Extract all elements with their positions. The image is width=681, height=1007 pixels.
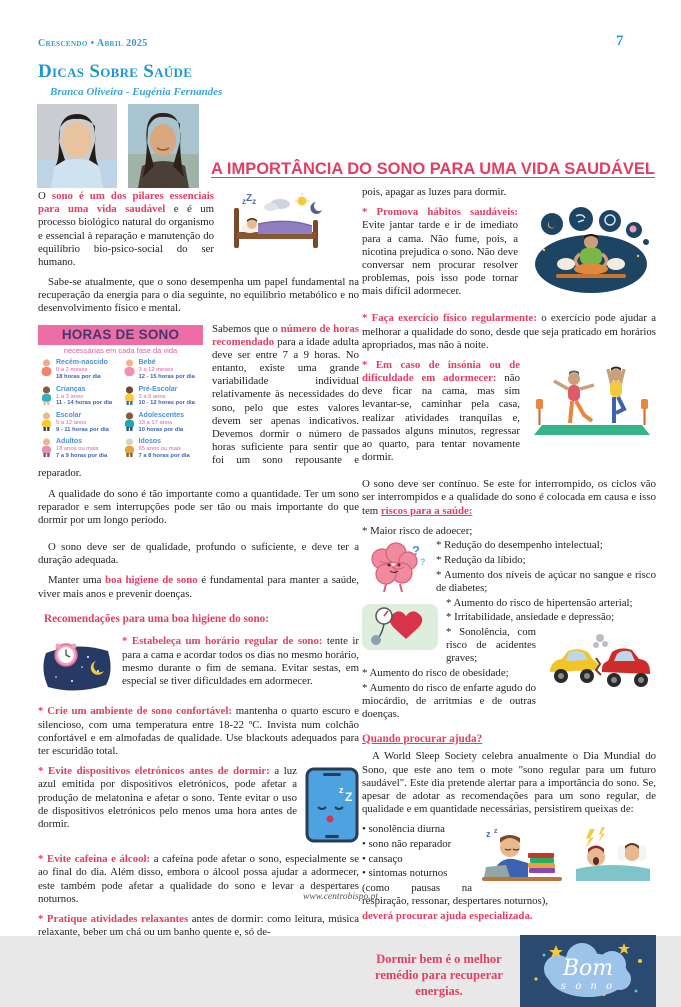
paragraph-continuous-sleep: O sono deve ser contínuo. Se este for interrompido, os ciclos vão ser interrompidos e a qualidade do sono é colocada em causa e isso tem riscos para a saúde: <box>362 478 656 517</box>
snoring-couple-illustration <box>570 825 656 885</box>
risk-item: * Aumento do risco de enfarte agudo do miocárdio, de arritmias e de outras doenças. <box>362 681 536 721</box>
risk-item: * Aumento do risco de hipertensão arterial; <box>446 596 633 609</box>
symptom-item: • sonolência diurna <box>362 823 445 836</box>
issue-header: Crescendo • Abril 2025 <box>38 38 148 49</box>
infographic-title: HORAS DE SONO <box>38 325 203 345</box>
good-sleep-caption-line1: Bom <box>562 955 614 981</box>
tip-habits-label: * Promova hábitos saudáveis: <box>362 206 518 219</box>
svg-text:z: z <box>486 829 491 840</box>
footer-url: www.centrobispo.pt <box>303 892 378 902</box>
tip-insomnia-label: * Em caso de insónia ou de dificuldade em adormecer: <box>362 358 520 385</box>
risk-item: * Irritabilidade, ansiedade e depressão; <box>446 611 615 624</box>
section-title: Dicas Sobre Saúde <box>38 61 193 82</box>
closing-section <box>362 935 656 1007</box>
risk-item: * Maior risco de adoecer; <box>362 524 473 537</box>
tip-habits-text: * Promova hábitos saudáveis: Evite jantar tarde e ir de imediato para a cama. Não fume, pois, a nicotina prejudica o sono. Não deve conversar nem procurar resolver problemas, pois isso pode tornar mais difícil adormecer. <box>362 206 518 298</box>
symptom-item: • cansaço <box>362 852 403 865</box>
risk-item: * Redução do desempenho intelectual; <box>436 539 603 552</box>
page-number: 7 <box>616 33 624 49</box>
tip-relaxing: * Pratique atividades relaxantes antes de dormir: como leitura, música relaxante, beber um chá ou um banho quente e, só de- <box>38 912 359 939</box>
blood-pressure-heart-illustration <box>362 602 438 652</box>
tip-devices-text: * Evite dispositivos eletrónicos antes de dormir: a luz azul emitida por dispositivos eletrónicos, pode afetar a produção de melatonina e afetar o sono. Tente evitar o uso de dispositivos eletrónicos pelo menos uma hora antes de dormir. <box>38 765 297 830</box>
svg-text:Z: Z <box>345 790 353 805</box>
svg-text:?: ? <box>420 557 426 568</box>
good-sleep-caption-line2: s o n o <box>560 980 616 992</box>
tip-environment: * Crie um ambiente de sono confortável: mantenha o quarto escuro e silencioso, com uma temperatura entre 18-22 ºC. Invista num colchão confortável e em almofadas de qualidade. Use blackouts adequados para ter escuridão total. <box>38 705 359 757</box>
tip-caffeine-label: * Evite cafeína e álcool: <box>38 853 151 866</box>
school-icon <box>40 412 53 431</box>
infographic-item: Bebé 3 a 12 meses 12 - 15 horas por dia <box>123 359 202 380</box>
tip-relaxing-label: * Pratique atividades relaxantes <box>38 912 189 925</box>
infographic-item: Adultos 18 anos ou mais 7 a 9 horas por dia <box>40 438 119 459</box>
health-risks-list <box>362 525 656 723</box>
pillow-clock-illustration <box>38 637 114 695</box>
sleeping-bed-illustration <box>228 192 324 252</box>
svg-text:?: ? <box>412 543 420 559</box>
risk-item: * Sonolência, com risco de acidentes graves; <box>446 625 536 665</box>
svg-text:z: z <box>339 785 344 796</box>
tip-devices-label: * Evite dispositivos eletrónicos antes de dormir: <box>38 765 270 778</box>
child-icon <box>40 386 53 405</box>
paragraph-energy: Sabe-se atualmente, que o sono desempenha um papel fundamental na recuperação da energia para o dia seguinte, no equilíbrio metabólico e no desenvolvimento físico e mental. <box>38 276 359 315</box>
tip-insomnia-text: * Em caso de insónia ou de dificuldade em adormecer: não deve ficar na cama, mas sim levantar-se, caminhar pela casa, realizar atividades tranquilas e, passados alguns minutos, regressar ao quarto, para tentar novamente dormir. <box>362 358 520 464</box>
highlight-sleep-hygiene: boa higiene de sono <box>105 574 198 587</box>
sleeping-phone-illustration <box>305 767 359 843</box>
risk-item: * Aumento do risco de obesidade; <box>362 667 509 679</box>
infographic-grid <box>38 359 203 459</box>
paragraph-quality: A qualidade do sono é tão importante como a quantidade. Ter um sono reparador e sem interrupções pode ser tão ou mais importante do que dormir por um longo período. <box>38 487 359 526</box>
help-heading: Quando procurar ajuda? <box>362 732 483 745</box>
svg-text:z: z <box>494 828 498 836</box>
sleepy-student-illustration <box>480 825 564 885</box>
tired-brain-illustration <box>362 541 428 597</box>
symptom-item: • sono não reparador <box>362 837 452 850</box>
stretching-exercise-illustration <box>528 361 656 441</box>
highlight-sleep-pillar: sono é um dos pilares essenciais para uma vida saudável <box>38 190 214 216</box>
adult-icon <box>40 438 53 457</box>
recommendations-heading: Recomendações para uma boa higiene do sono: <box>44 612 269 625</box>
paragraph-hygiene: Manter uma boa higiene de sono é fundamental para manter a saúde, viver mais anos e prevenir doenças. <box>38 574 359 600</box>
help-symptoms <box>362 823 656 923</box>
paragraph-recommended-hours: Sabemos que o número de horas recomendado para a idade adulta deve ser entre 7 a 9 horas. No entanto, existe uma grande variabilidade individual relativamente às necessidades do sono, pelo que estes valores devem ser apenas indicativos. Devemos dormir o número de horas suficiente para sentir que foi um sono repousante e reparador. <box>38 322 359 480</box>
help-intro: A World Sleep Society celebra anualmente o Dia Mundial do Sono, que este ano tem o mote "sono regular para um futuro saudável". Este dia pretende alertar para a importância do sono. Se, apesar de adotar as recomendações para um sono regular, de qualidade e em quantidade necessárias, persistirem queixas de: <box>362 750 656 816</box>
symptom-item: • sintomas noturnos <box>362 867 448 880</box>
infographic-item: Recém-nascido 0 a 2 meses 18 horas por dia <box>40 359 119 380</box>
tip-devices <box>38 765 359 846</box>
good-sleep-illustration <box>520 935 656 1007</box>
author-photo-1 <box>37 104 117 188</box>
risk-item: * Aumento dos níveis de açúcar no sangue e risco de diabetes; <box>436 568 656 594</box>
tip-insomnia <box>362 359 656 471</box>
tip-environment-label: * Crie um ambiente de sono confortável: <box>38 705 232 718</box>
highlight-health-risks: riscos para a saúde: <box>380 504 473 517</box>
svg-text:zZz: zZz <box>242 193 257 206</box>
tip-caffeine: * Evite cafeína e álcool: a cafeína pode afetar o sono, especialmente se ao final do dia. Além disso, embora o álcool possa ajudar a adormecer, este também pode afetar a qualidade do sono e levar a despertares noturnos. <box>38 853 359 905</box>
sleep-hours-infographic <box>38 325 203 460</box>
tip-exercise: * Faça exercício físico regularmente: o exercício pode ajudar a melhorar a qualidade do sono, desde que seja praticado em horários apropriados, mas não à noite. <box>362 312 656 351</box>
teen-icon <box>123 412 136 431</box>
car-crash-illustration <box>544 628 656 698</box>
symptom-note: (como pausas na respiração, ressonar, despertares noturnos), <box>362 881 549 908</box>
tip-schedule-text: * Estabeleça um horário regular de sono: tente ir para a cama e acordar todos os dias no mesmo horário, mesmo durante o fim de semana. Evitar sestas, em especial se tiver dificuldades em adormecer. <box>122 635 359 687</box>
right-column <box>362 186 656 1007</box>
tip-schedule <box>38 635 359 698</box>
help-illustrations <box>480 825 656 885</box>
infographic-item: Idosos 65 anos ou mais 7 a 8 horas por dia <box>123 438 202 459</box>
infographic-subtitle: necessárias em cada fase da vida <box>63 346 178 356</box>
authors-byline: Branca Oliveira - Eugénia Fernandes <box>50 86 223 98</box>
infographic-item: Pré-Escolar 3 a 5 anos 10 - 12 horas por dia <box>123 386 202 407</box>
risk-item: * Redução da líbido; <box>436 554 526 567</box>
tip-schedule-label: * Estabeleça um horário regular de sono: <box>122 635 323 648</box>
hours-section <box>38 323 359 535</box>
preschool-icon <box>123 386 136 405</box>
senior-icon <box>123 438 136 457</box>
tip-habits <box>362 206 656 305</box>
author-photos <box>37 104 199 188</box>
left-column <box>38 190 359 946</box>
meditation-illustration <box>526 208 656 294</box>
baby-icon <box>123 359 136 378</box>
paragraph-depth: O sono deve ser de qualidade, profundo o suficiente, e deve ter a duração adequada. <box>38 541 359 567</box>
intro-block <box>38 190 359 269</box>
infographic-item: Adolescentes 13 a 17 anos 10 horas por dia <box>123 412 202 433</box>
infographic-item: Crianças 1 a 3 anos 11 - 14 horas por dia <box>40 386 119 407</box>
intro-paragraph: O sono é um dos pilares essenciais para uma vida saudável e é um processo biológico natural do organismo e essencial à reparação e manutenção do equilíbrio bio-psico-social do ser humano. <box>38 190 215 268</box>
author-photo-2 <box>128 104 199 188</box>
highlight-recommended-hours: número de horas recomendado <box>212 322 359 348</box>
closing-message: Dormir bem é o melhor remédio para recuperar energias. <box>375 951 503 999</box>
infographic-item: Escolar 5 a 12 anos 9 - 11 horas por dia <box>40 412 119 433</box>
tip-relaxing-continuation: pois, apagar as luzes para dormir. <box>362 186 507 198</box>
seek-help-callout: deverá procurar ajuda especializada. <box>362 909 533 922</box>
tip-exercise-label: * Faça exercício físico regularmente: <box>362 312 537 325</box>
newborn-icon <box>40 359 53 378</box>
article-title: A IMPORTÂNCIA DO SONO PARA UMA VIDA SAUDÁVEL <box>211 160 655 178</box>
